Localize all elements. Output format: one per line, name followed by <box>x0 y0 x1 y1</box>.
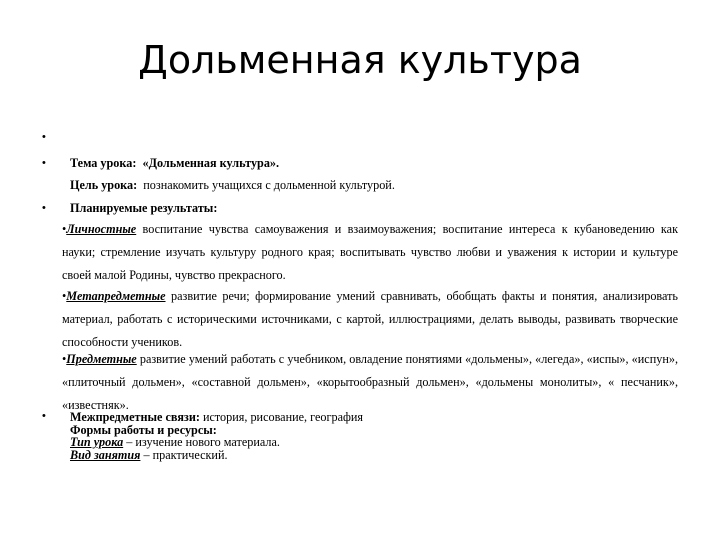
result-text: воспитание чувства самоуважения и взаимоуважения; воспитание интереса к кубановедению как науки; стремление изучать культуру родного края; воспитывать чувство любви и уважения к истории и культуре своей малой Родины, чувство прекрасного. <box>62 222 678 282</box>
final-block <box>70 411 363 461</box>
slide-title: Дольменная культура <box>138 38 582 82</box>
bullet-marker: • <box>42 131 46 143</box>
result-personal <box>62 218 678 287</box>
bullet-marker: • <box>42 202 46 214</box>
bullet-marker: • <box>42 410 46 422</box>
result-marker: • <box>62 352 67 366</box>
lesson-goal <box>70 178 395 193</box>
interdisciplinary-label: Межпредметные связи: <box>70 410 200 424</box>
lesson-type-label: Тип урока <box>70 435 124 449</box>
result-metasubject <box>62 285 678 354</box>
result-label: Личностные <box>66 222 137 236</box>
result-marker: • <box>62 289 67 303</box>
goal-value: познакомить учащихся с дольменной культурой. <box>143 178 395 192</box>
topic-label: Тема урока: <box>70 156 137 170</box>
interdisciplinary-value: история, рисование, география <box>199 410 363 424</box>
result-label: Метапредметные <box>66 289 166 303</box>
activity-type-label: Вид занятия <box>70 447 141 462</box>
result-label: Предметные <box>66 352 137 366</box>
result-text: развитие умений работать с учебником, овладение понятиями «дольмены», «легеда», «испы», «испун», «плиточный дольмен», «составной дольмен», «корытообразный дольмен», «дольмены монолиты», « песчаник», «известняк». <box>62 352 678 412</box>
goal-label: Цель урока: <box>70 178 138 192</box>
result-text: развитие речи; формирование умений сравнивать, обобщать факты и понятия, анализировать материал, работать с историческими источниками, с картой, иллюстрациями, делать выводы, развивать творческие способности учеников. <box>62 289 678 349</box>
result-subject <box>62 348 678 417</box>
lesson-topic <box>70 156 279 171</box>
result-marker: • <box>62 222 67 236</box>
topic-value: «Дольменная культура». <box>142 156 280 170</box>
lesson-type-value: – изучение нового материала. <box>123 435 280 449</box>
bullet-marker: • <box>42 157 46 169</box>
activity-type-value: – практический. <box>140 447 228 462</box>
results-heading <box>70 201 217 216</box>
results-heading-text: Планируемые результаты: <box>70 201 218 215</box>
activity-type <box>70 449 363 462</box>
forms-heading-text: Формы работы и ресурсы: <box>70 422 217 437</box>
